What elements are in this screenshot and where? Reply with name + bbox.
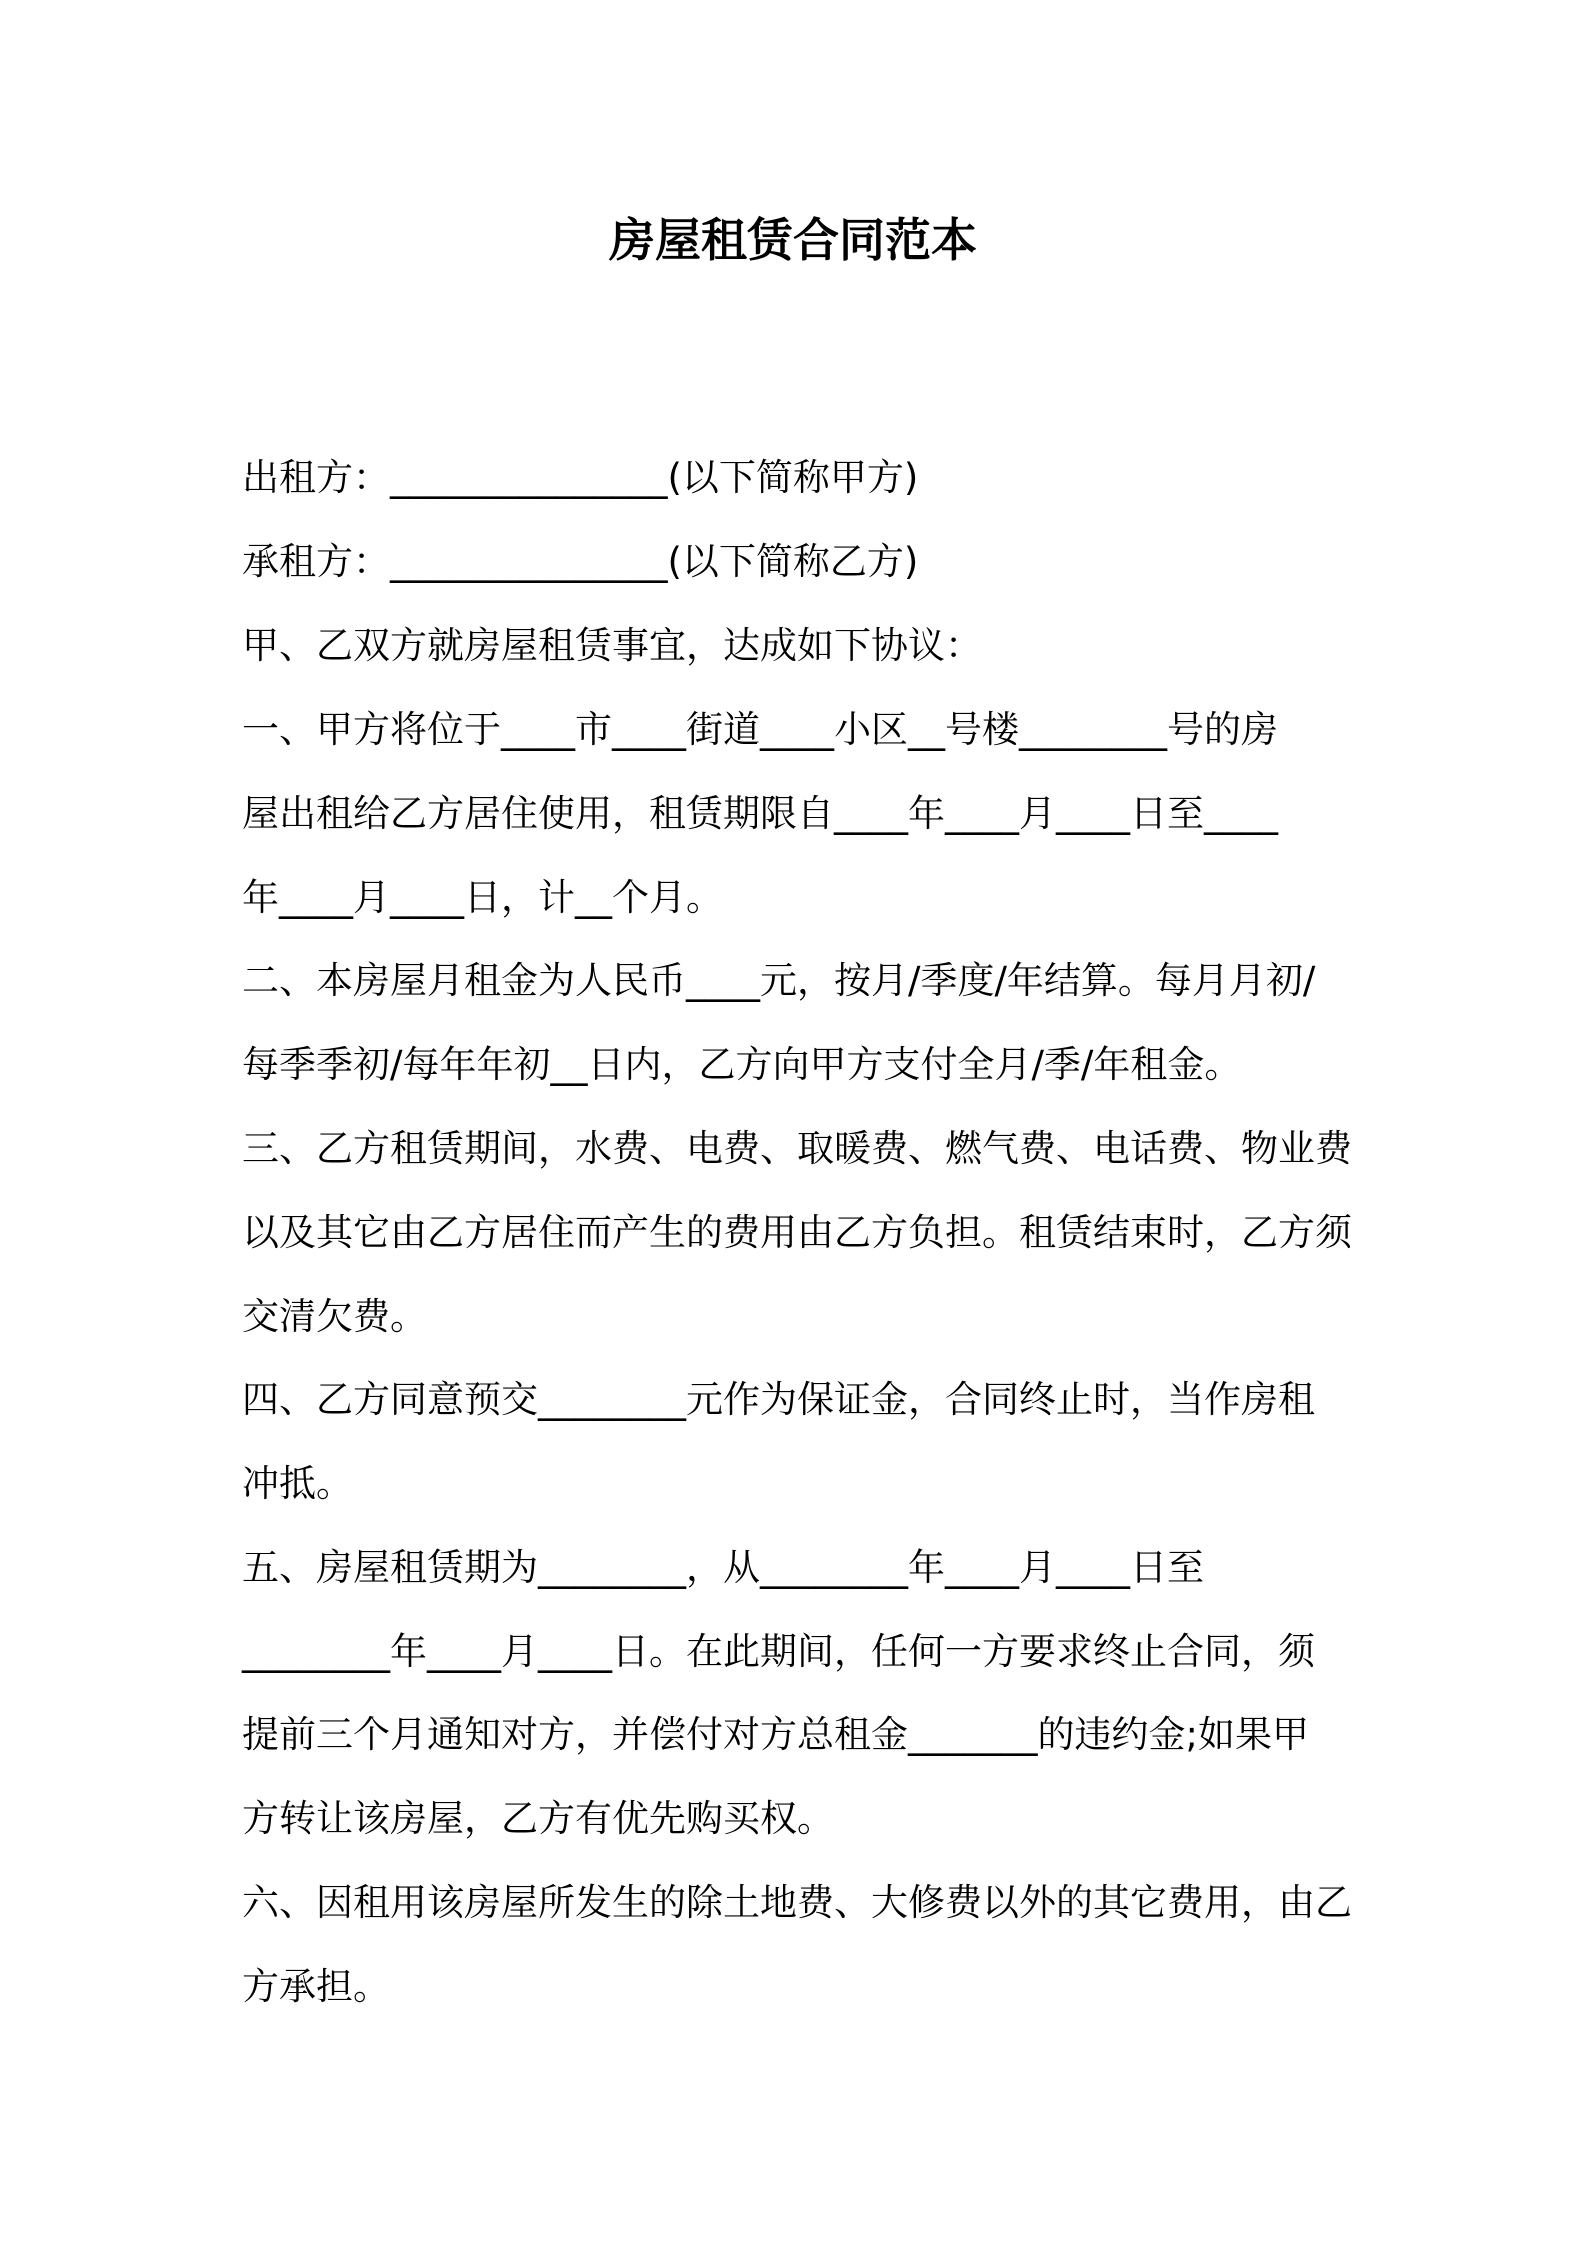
clause-3-line-2: 以及其它由乙方居住而产生的费用由乙方负担。租赁结束时，乙方须	[242, 1211, 1352, 1254]
lessee-line: 承租方：_______________(以下简称乙方)	[242, 540, 919, 583]
clause-6-line-1: 六、因租用该房屋所发生的除土地费、大修费以外的其它费用，由乙	[242, 1881, 1352, 1924]
clause-5-line-4: 方转让该房屋，乙方有优先购买权。	[242, 1797, 834, 1840]
lessor-line: 出租方：_______________(以下简称甲方)	[242, 456, 919, 499]
clause-1-line-2: 屋出租给乙方居住使用，租赁期限自____年____月____日至____	[242, 792, 1278, 835]
clause-5-line-3: 提前三个月通知对方，并偿付对方总租金_______的违约金;如果甲	[242, 1713, 1309, 1756]
clause-2-line-2: 每季季初/每年年初__日内，乙方向甲方支付全月/季/年租金。	[242, 1043, 1242, 1086]
clause-1-line-3: 年____月____日，计__个月。	[242, 876, 723, 919]
clause-5-line-1: 五、房屋租赁期为________，从________年____月____日至	[242, 1546, 1204, 1589]
clause-4-line-1: 四、乙方同意预交________元作为保证金，合同终止时，当作房租	[242, 1378, 1315, 1421]
clause-3-line-1: 三、乙方租赁期间，水费、电费、取暖费、燃气费、电话费、物业费	[242, 1127, 1352, 1170]
clause-5-line-2: ________年____月____日。在此期间，任何一方要求终止合同，须	[242, 1630, 1315, 1673]
document-title: 房屋租赁合同范本	[609, 213, 977, 267]
clause-6-line-2: 方承担。	[242, 1965, 390, 2008]
clause-2-line-1: 二、本房屋月租金为人民币____元，按月/季度/年结算。每月月初/	[242, 959, 1316, 1002]
clause-4-line-2: 冲抵。	[242, 1462, 353, 1505]
agreement-intro: 甲、乙双方就房屋租赁事宜，达成如下协议：	[242, 624, 982, 667]
clause-3-line-3: 交清欠费。	[242, 1295, 427, 1338]
clause-1-line-1: 一、甲方将位于____市____街道____小区__号楼________号的房	[242, 708, 1278, 751]
